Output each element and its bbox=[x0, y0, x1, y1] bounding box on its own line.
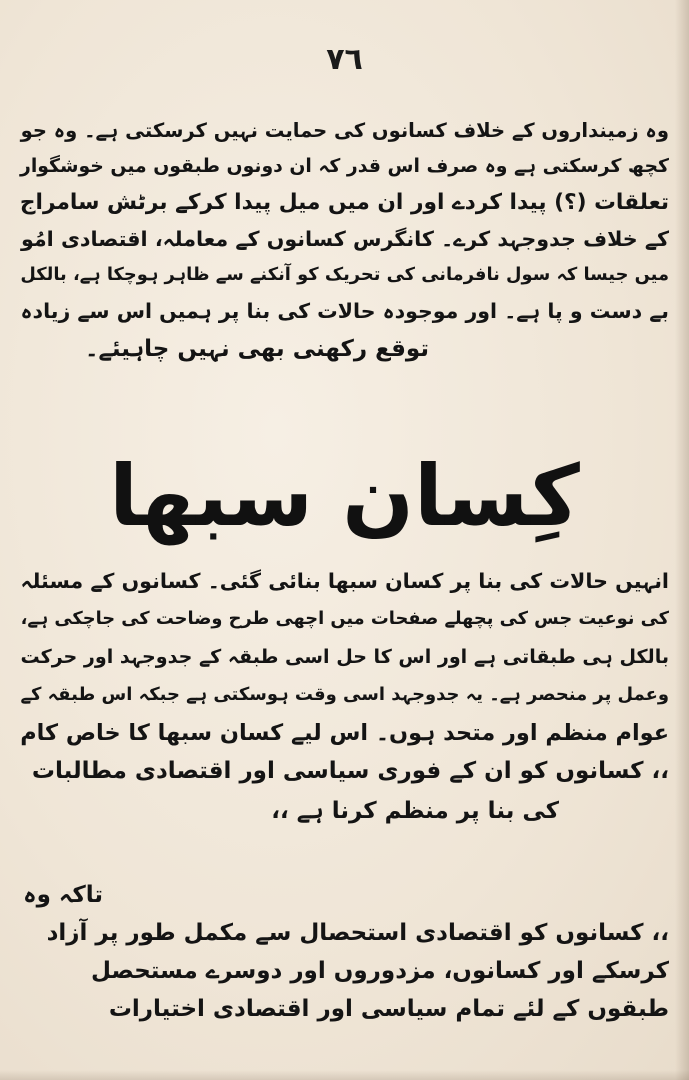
paragraph-1-line: توقع رکھنی بھی نہیں چاہیئے۔ bbox=[84, 336, 429, 362]
page-edge-shadow bbox=[675, 0, 689, 1080]
paragraph-1-line: میں جیسا کہ سول نافرمانی کی تحریک کو آنکنے سے ظاہر ہوچکا ہے، بالکل bbox=[20, 264, 669, 285]
quote-line: کرسکے اور کسانوں، مزدوروں اور دوسرے مستحصل bbox=[91, 958, 669, 984]
quote-line: ،، کسانوں کو اقتصادی استحصال سے مکمل طور پر آزاد bbox=[46, 920, 669, 946]
paragraph-1-line: وہ زمینداروں کے خلاف کسانوں کی حمایت نہیں کرسکتی ہے۔ وہ جو bbox=[20, 119, 669, 142]
quote-line: ،، کسانوں کو ان کے فوری سیاسی اور اقتصادی مطالبات bbox=[31, 758, 669, 784]
paragraph-3-line: تاکہ وہ bbox=[23, 882, 103, 908]
section-heading: کِسان سبھا bbox=[109, 447, 580, 545]
page-number: ۷٦ bbox=[326, 42, 363, 77]
paragraph-1-line: کچھ کرسکتی ہے وہ صرف اس قدر کہ ان دونوں طبقوں میں خوشگوار bbox=[19, 156, 669, 177]
paragraph-1-line: کے خلاف جدوجہد کرے۔ کانگرس کسانوں کے معاملہ، اقتصادی امُو bbox=[20, 227, 669, 251]
paragraph-2-line: وعمل پر منحصر ہے۔ یہ جدوجہد اسی وقت ہوسکتی ہے جبکہ اس طبقہ کے bbox=[20, 684, 669, 705]
paragraph-2-line: انہیں حالات کی بنا پر کسان سبھا بنائی گئی۔ کسانوں کے مسئلہ bbox=[20, 569, 669, 593]
quote-line: کی بنا پر منظم کرنا ہے ،، bbox=[271, 798, 559, 824]
paragraph-1-line: بے دست و پا ہے۔ اور موجودہ حالات کی بنا پر ہمیں اس سے زیادہ bbox=[20, 299, 669, 323]
quote-line: طبقوں کے لئے تمام سیاسی اور اقتصادی اختیارات bbox=[108, 996, 669, 1022]
paragraph-2-line: کی نوعیت جس کی پچھلے صفحات میں اچھی طرح وضاحت کی جاچکی ہے، bbox=[20, 608, 669, 629]
paragraph-2-line: بالکل ہی طبقاتی ہے اور اس کا حل اسی طبقہ کے جدوجہد اور حرکت bbox=[20, 646, 669, 668]
paragraph-1-line: تعلقات (؟) پیدا کردے اور ان میں میل پیدا کرکے برٹش سامراج bbox=[19, 190, 669, 215]
page-bottom-shadow bbox=[0, 1070, 689, 1080]
paragraph-2-line: عوام منظم اور متحد ہوں۔ اس لیے کسان سبھا کا خاص کام bbox=[20, 720, 669, 746]
